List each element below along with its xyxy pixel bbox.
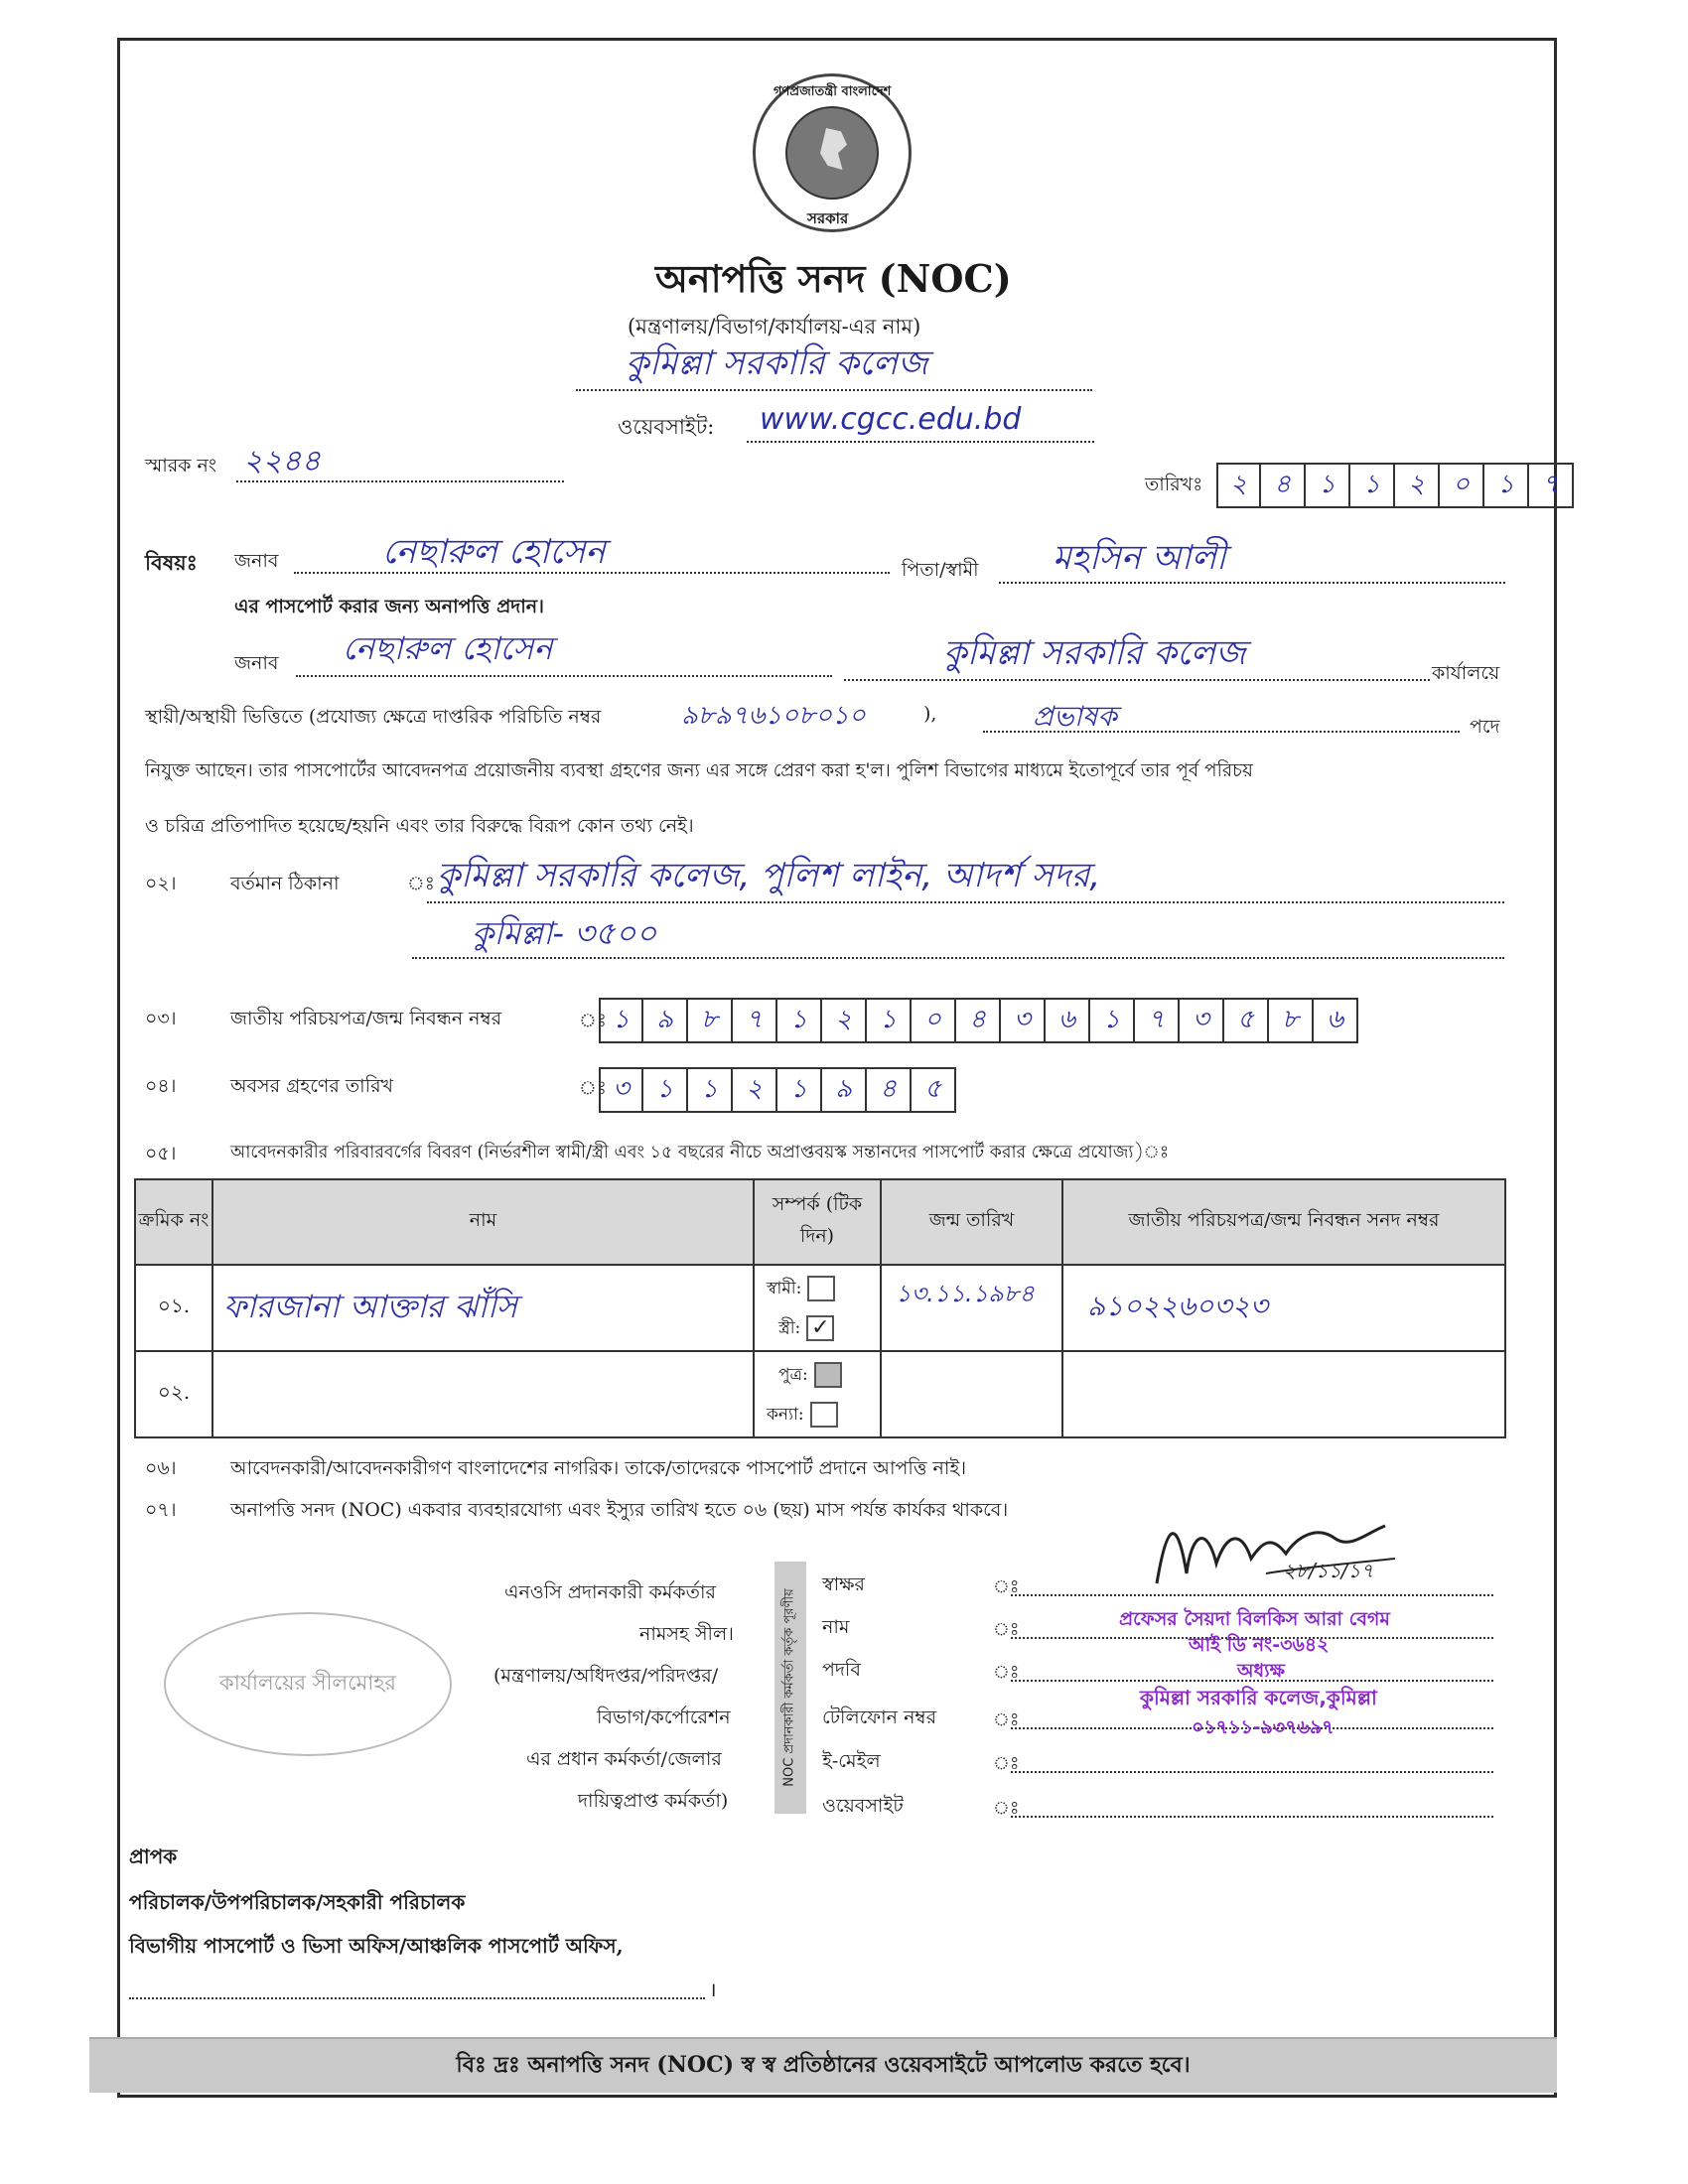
family-table xyxy=(134,1178,1506,1438)
nid-boxes xyxy=(599,998,1358,1043)
post-suffix: পদে xyxy=(1470,716,1500,738)
body-line3: নিযুক্ত আছেন। তার পাসপোর্টের আবেদনপত্র প্রয়োজনীয় ব্যবস্থা গ্রহণের জন্য এর সঙ্গে প্রেরণ করা হ'ল। পুলিশ বিভাগের মাধ্যমে ইতোপূর্বে তার পূর্ব পরিচয় xyxy=(145,760,1253,781)
website-value: www.cgcc.edu.bd xyxy=(760,402,1022,437)
footer-note xyxy=(89,2037,1557,2093)
subject-mr-label: জনাব xyxy=(234,550,279,572)
rel-label: পুত্র: xyxy=(778,1364,808,1385)
memo-label: স্মারক নং xyxy=(145,455,217,477)
paren-close: ), xyxy=(923,703,937,725)
address-hand-2: কুমিল্লা- ৩৫০০ xyxy=(472,914,657,952)
col-name: নাম xyxy=(212,1179,754,1265)
father-hand: মহসিন আলী xyxy=(1053,538,1226,578)
date-digit: ১ xyxy=(1350,463,1395,508)
father-label: পিতা/স্বামী xyxy=(902,559,979,581)
memo-value: ২২৪৪ xyxy=(243,444,321,478)
recipient-line-1: পরিচালক/উপপরিচালক/সহকারী পরিচালক xyxy=(129,1890,466,1914)
field-email-label: ই-মেইল xyxy=(822,1750,881,1772)
retire-digit: ৯ xyxy=(822,1067,867,1113)
date-digit: ১ xyxy=(1306,463,1350,508)
item-04-colon: ঃ xyxy=(579,1077,607,1099)
noc-vertical-text: NOC প্রদানকারী কর্মকর্তা কর্তৃক পূরণীয় xyxy=(781,1588,797,1787)
signatory-line-1: এনওসি প্রদানকারী কর্মকর্তার xyxy=(504,1581,716,1603)
field-signature-label: স্বাক্ষর xyxy=(822,1573,865,1595)
note-06-num: ০৬। xyxy=(145,1457,177,1479)
stamp-designation: অধ্যক্ষ xyxy=(1237,1660,1286,1682)
nid-digit: ২ xyxy=(822,998,867,1043)
relation-checkbox[interactable] xyxy=(807,1276,835,1301)
retire-digit: ৫ xyxy=(912,1067,956,1113)
date-boxes xyxy=(1216,463,1574,508)
body-office-hand: কুমিল্লা সরকারি কলেজ xyxy=(943,633,1246,673)
row-name-hand: ফারজানা আক্তার ঝাঁসি xyxy=(223,1287,517,1325)
note-07: অনাপত্তি সনদ (NOC) একবার ব্যবহারযোগ্য এবং ইস্যুর তারিখ হতে ০৬ (ছয়) মাস পর্যন্ত কার্যকর থাকবে। xyxy=(230,1499,1009,1521)
office-suffix: কার্যালয়ে xyxy=(1432,662,1500,684)
row-nid xyxy=(1062,1351,1505,1437)
signature-date: ২৮/১১/১৭ xyxy=(1283,1559,1374,1582)
nid-digit: ৮ xyxy=(1269,998,1314,1043)
stamp-name: প্রফেসর সৈয়দা বিলকিস আরা বেগম xyxy=(1119,1608,1390,1630)
nid-digit: ৩ xyxy=(1001,998,1046,1043)
field-name-label: নাম xyxy=(822,1616,850,1638)
rel-label: স্বামী: xyxy=(767,1278,802,1298)
relation-checkbox[interactable] xyxy=(814,1362,842,1388)
field-colon: ঃ xyxy=(993,1798,1020,1819)
nid-digit: ১ xyxy=(867,998,912,1043)
date-label: তারিখঃ xyxy=(1145,474,1203,495)
recipient-address-line xyxy=(129,1997,705,1999)
noc-vertical-label xyxy=(774,1562,806,1814)
item-04-label: অবসর গ্রহণের তারিখ xyxy=(230,1075,394,1097)
nid-digit: ৩ xyxy=(1180,998,1224,1043)
nid-digit: ৭ xyxy=(733,998,777,1043)
row-dob xyxy=(881,1351,1062,1437)
field-phone-label: টেলিফোন নম্বর xyxy=(822,1706,937,1728)
nid-digit: ৯ xyxy=(643,998,688,1043)
signatory-line-3: (মন্ত্রণালয়/অধিদপ্তর/পরিদপ্তর/ xyxy=(493,1665,719,1687)
field-designation-label: পদবি xyxy=(822,1659,861,1681)
row-name xyxy=(212,1351,754,1437)
nid-digit: ৬ xyxy=(1046,998,1090,1043)
website-label: ওয়েবসাইট: xyxy=(618,415,715,439)
nid-digit: ৬ xyxy=(1314,998,1358,1043)
office-seal-placeholder xyxy=(164,1612,452,1756)
item-05-label: আবেদনকারীর পরিবারবর্গের বিবরণ (নির্ভরশীল স্বামী/স্ত্রী এবং ১৫ বছরের নীচে অপ্রাপ্তবয়স্ক সন্তানদের পাসপোর্ট করার ক্ষেত্রে প্রযোজ্য)ঃ xyxy=(230,1143,1170,1162)
retire-digit: ২ xyxy=(733,1067,777,1113)
retire-digit: ১ xyxy=(688,1067,733,1113)
government-seal xyxy=(753,73,912,232)
subject-name-hand: নেছারুল হোসেন xyxy=(382,532,606,572)
relation-checkbox[interactable] xyxy=(810,1402,838,1428)
seal-top-text: গণপ্রজাতন্ত্রী বাংলাদেশ xyxy=(774,84,892,99)
recipient-heading: প্রাপক xyxy=(129,1844,178,1868)
col-nid: জাতীয় পরিচয়পত্র/জন্ম নিবন্ধন সনদ নম্বর xyxy=(1062,1179,1505,1265)
date-digit: ০ xyxy=(1440,463,1484,508)
subject-label: বিষয়ঃ xyxy=(145,550,198,575)
col-serial: ক্রমিক নং xyxy=(135,1179,212,1265)
table-row xyxy=(135,1351,1505,1437)
office-name-hand: কুমিল্লা সরকারি কলেজ xyxy=(626,343,928,383)
page-subtitle: (মন্ত্রণালয়/বিভাগ/কার্যালয়-এর নাম) xyxy=(628,315,921,339)
retire-digit: ৪ xyxy=(867,1067,912,1113)
col-relation: সম্পর্ক (টিক দিন) xyxy=(754,1179,881,1265)
body-name-hand: নেছারুল হোসেন xyxy=(343,629,553,667)
note-07-num: ০৭। xyxy=(145,1499,177,1521)
field-colon: ঃ xyxy=(993,1709,1020,1730)
field-colon: ঃ xyxy=(993,1576,1020,1597)
item-03-colon: ঃ xyxy=(579,1010,607,1031)
table-row xyxy=(135,1265,1505,1351)
office-seal-text: কার্যালয়ের সীলমোহর xyxy=(219,1671,396,1695)
email-line xyxy=(1011,1771,1493,1773)
rel-label: স্ত্রী: xyxy=(778,1317,801,1338)
website-field-line xyxy=(1011,1816,1493,1818)
row-serial: ০১. xyxy=(135,1265,212,1351)
signatory-line-6: দায়িত্বপ্রাপ্ত কর্মকর্তা) xyxy=(578,1790,729,1812)
nid-digit: ০ xyxy=(912,998,956,1043)
field-colon: ঃ xyxy=(993,1619,1020,1640)
item-04-num: ০৪। xyxy=(145,1075,177,1097)
relation-checkbox[interactable]: ✓ xyxy=(806,1315,834,1341)
nid-digit: ১ xyxy=(599,998,643,1043)
field-website-label: ওয়েবসাইট xyxy=(822,1795,904,1817)
signatory-line-4: বিভাগ/কর্পোরেশন xyxy=(597,1706,731,1728)
item-03-label: জাতীয় পরিচয়পত্র/জন্ম নিবন্ধন নম্বর xyxy=(230,1008,502,1029)
note-06: আবেদনকারী/আবেদনকারীগণ বাংলাদেশের নাগরিক। তাকে/তাদেরকে পাসপোর্ট প্রদানে আপত্তি নাই। xyxy=(230,1457,967,1479)
row-nid xyxy=(1062,1265,1505,1351)
item-02-num: ০২। xyxy=(145,873,177,894)
footer-text: বিঃ দ্রঃ অনাপত্তি সনদ (NOC) স্ব স্ব প্রতিষ্ঠানের ওয়েবসাইটে আপলোড করতে হবে। xyxy=(456,2051,1191,2078)
designation-hand: প্রভাষক xyxy=(1033,700,1117,733)
retire-digit: ১ xyxy=(643,1067,688,1113)
nid-digit: ৭ xyxy=(1135,998,1180,1043)
retire-digit: ৩ xyxy=(599,1067,643,1113)
page-title: অনাপত্তি সনদ (NOC) xyxy=(655,256,1012,301)
item-05-num: ০৫। xyxy=(145,1143,177,1164)
date-digit: ২ xyxy=(1395,463,1440,508)
date-digit: ৪ xyxy=(1261,463,1306,508)
date-digit: ২ xyxy=(1216,463,1261,508)
body-line2-prefix: স্থায়ী/অস্থায়ী ভিত্তিতে (প্রযোজ্য ক্ষেত্রে দাপ্তরিক পরিচিতি নম্বর xyxy=(145,706,602,728)
row-dob xyxy=(881,1265,1062,1351)
recipient-end-mark: । xyxy=(709,1978,717,2001)
signatory-line-2: নামসহ সীল। xyxy=(639,1623,734,1645)
row-name xyxy=(212,1265,754,1351)
stamp-phone: ০১৭১১-৯৩৭৬৯৭ xyxy=(1192,1716,1335,1738)
signatory-line-5: এর প্রধান কর্মকর্তা/জেলার xyxy=(526,1748,722,1770)
date-digit: ৭ xyxy=(1529,463,1574,508)
website-line xyxy=(747,441,1094,443)
retire-digit: ১ xyxy=(777,1067,822,1113)
row-dob-hand: ১৩.১১.১৯৮৪ xyxy=(896,1280,1035,1307)
subject-purpose: এর পাসপোর্ট করার জন্য অনাপত্তি প্রদান। xyxy=(234,596,544,617)
official-id-hand: ৯৮৯৭৬১০৮০১০ xyxy=(681,701,866,731)
stamp-id: আই ডি নং-৩৬৪২ xyxy=(1189,1634,1330,1656)
nid-digit: ৪ xyxy=(956,998,1001,1043)
nid-digit: ৮ xyxy=(688,998,733,1043)
body-line4: ও চরিত্র প্রতিপাদিত হয়েছে/হয়নি এবং তার বিরুদ্ধে বিরূপ কোন তথ্য নেই। xyxy=(145,815,694,837)
nid-digit: ৫ xyxy=(1224,998,1269,1043)
stamp-college: কুমিল্লা সরকারি কলেজ,কুমিল্লা xyxy=(1140,1686,1377,1709)
seal-bottom-text: সরকার xyxy=(807,209,849,227)
field-colon: ঃ xyxy=(993,1662,1020,1683)
row-nid-hand: ৯১০২২৬০৩২৩ xyxy=(1087,1290,1268,1322)
rel-label: কন্যা: xyxy=(767,1404,804,1425)
body-mr-label: জনাব xyxy=(234,652,279,674)
nid-digit: ১ xyxy=(777,998,822,1043)
retirement-date-boxes xyxy=(599,1067,956,1113)
row-relation xyxy=(754,1265,881,1351)
nid-digit: ১ xyxy=(1090,998,1135,1043)
address-hand-1: কুমিল্লা সরকারি কলেজ, পুলিশ লাইন, আদর্শ সদর, xyxy=(437,856,1101,895)
col-dob: জন্ম তারিখ xyxy=(881,1179,1062,1265)
date-digit: ১ xyxy=(1484,463,1529,508)
item-02-colon: ঃ xyxy=(407,873,435,894)
row-serial: ০২. xyxy=(135,1351,212,1437)
item-03-num: ০৩। xyxy=(145,1008,177,1029)
field-colon: ঃ xyxy=(993,1753,1020,1774)
row-relation xyxy=(754,1351,881,1437)
item-02-label: বর্তমান ঠিকানা xyxy=(230,873,340,894)
recipient-line-2: বিভাগীয় পাসপোর্ট ও ভিসা অফিস/আঞ্চলিক পাসপোর্ট অফিস, xyxy=(129,1934,624,1958)
